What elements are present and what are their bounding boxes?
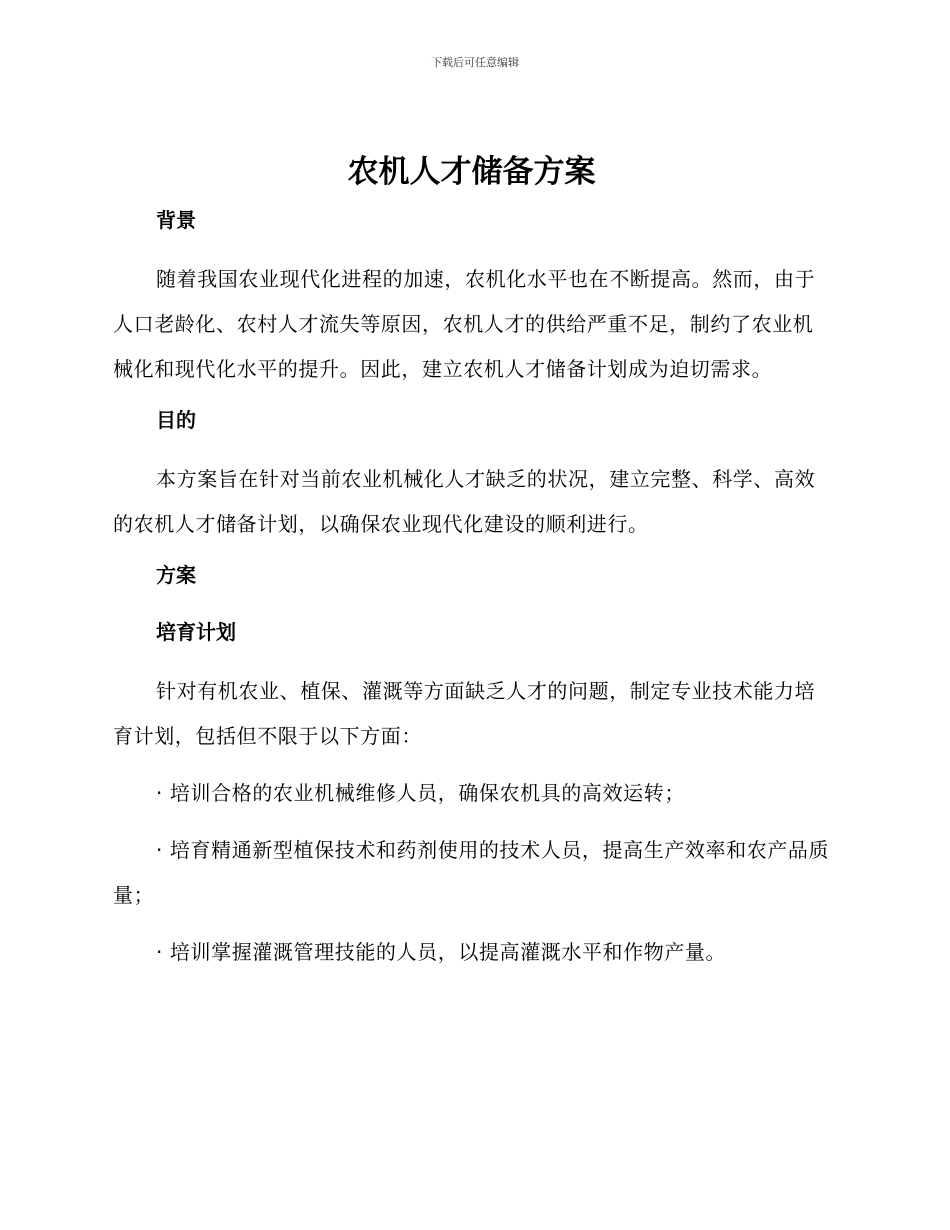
section-heading-background: 背景 (156, 208, 196, 232)
section-heading-plan: 方案 (156, 563, 196, 587)
section-heading-purpose: 目的 (156, 408, 196, 432)
list-item: · 培训合格的农业机械维修人员，确保农机具的高效运转； (156, 781, 685, 805)
document-title: 农机人才储备方案 (347, 154, 596, 190)
document-body (113, 150, 833, 975)
background-paragraph: 随着我国农业现代化进程的加速，农机化水平也在不断提高。然而，由于人口老龄化、农村人才流失等原因，农机人才的供给严重不足，制约了农业机械化和现代化水平的提升。因此，建立农机人才储备计划成为迫切需求。 (113, 267, 816, 381)
training-paragraph: 针对有机农业、植保、灌溉等方面缺乏人才的问题，制定专业技术能力培育计划，包括但不限于以下方面： (113, 679, 816, 748)
page-header-note: 下载后可任意编辑 (431, 56, 519, 69)
list-item: · 培训掌握灌溉管理技能的人员，以提高灌溉水平和作物产量。 (156, 940, 727, 964)
section-heading-training: 培育计划 (156, 620, 236, 644)
purpose-paragraph: 本方案旨在针对当前农业机械化人才缺乏的状况，建立完整、科学、高效的农机人才储备计划，以确保农业现代化建设的顺利进行。 (113, 467, 816, 536)
list-item: · 培育精通新型植保技术和药剂使用的技术人员，提高生产效率和农产品质量； (113, 838, 830, 907)
